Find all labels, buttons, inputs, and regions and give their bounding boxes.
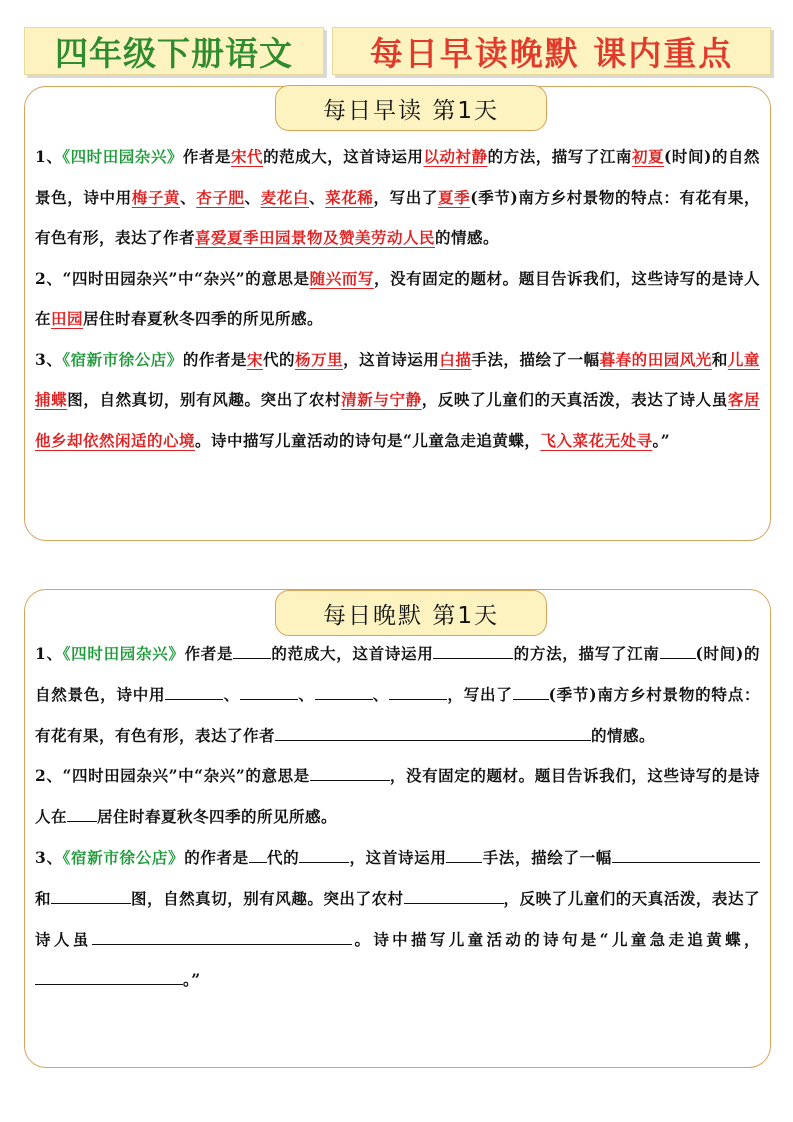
text: (时间)的自然景色，诗中用 bbox=[35, 644, 760, 704]
answer: 白描 bbox=[439, 349, 472, 369]
text: ，这首诗运用 bbox=[343, 349, 440, 369]
fill-blank[interactable] bbox=[660, 642, 696, 659]
fill-blank[interactable] bbox=[35, 968, 183, 985]
item-number: 2、 bbox=[35, 268, 63, 288]
poem-title: 《宿新市徐公店》 bbox=[62, 847, 185, 867]
text: ，写出了 bbox=[373, 187, 438, 207]
text: (时间)的自然景色，诗中用 bbox=[35, 147, 760, 207]
morning-item-1 bbox=[35, 137, 760, 259]
text: “四时田园杂兴”中“杂兴”的意思是 bbox=[62, 268, 310, 288]
text: ，反映了儿童们的天真活泼，表达了诗人虽 bbox=[35, 888, 760, 949]
answer: 梅子黄 bbox=[131, 187, 181, 207]
series-title: 每日早读晚默 课内重点 bbox=[332, 27, 771, 75]
text: ，写出了 bbox=[447, 684, 513, 704]
text: (季节)南方乡村景物的特点：有花有果，有色有形，表达了作者 bbox=[35, 187, 760, 247]
answer: 以动衬静 bbox=[423, 147, 488, 166]
fill-blank[interactable] bbox=[612, 846, 760, 863]
fill-blank[interactable] bbox=[249, 846, 267, 863]
fill-blank[interactable] bbox=[513, 683, 549, 700]
fill-blank[interactable] bbox=[240, 683, 298, 700]
text: 的范成大，这首诗运用 bbox=[263, 147, 424, 166]
answer: 随兴而写 bbox=[309, 268, 374, 288]
text: 的范成大，这首诗运用 bbox=[271, 644, 434, 663]
text: ，反映了儿童们的天真活泼，表达了诗人虽 bbox=[421, 390, 728, 409]
morning-item-2 bbox=[35, 259, 760, 340]
fill-blank[interactable] bbox=[233, 642, 271, 659]
text: 作者是 bbox=[182, 147, 232, 166]
fill-blank[interactable] bbox=[315, 724, 591, 741]
text: 代的 bbox=[266, 847, 300, 867]
text: 的情感。 bbox=[591, 725, 656, 745]
fill-blank[interactable] bbox=[67, 805, 97, 822]
separator: 、 bbox=[180, 187, 197, 207]
text: 和 bbox=[35, 888, 52, 908]
fill-blank[interactable] bbox=[92, 928, 352, 945]
answer: 夏季 bbox=[437, 187, 471, 207]
text: 居住时春夏秋冬四季的所见所感。 bbox=[83, 309, 324, 328]
answer: 暮春的田园风光 bbox=[599, 349, 712, 369]
evening-item-2 bbox=[35, 756, 760, 838]
text: 代的 bbox=[262, 349, 296, 369]
morning-item-3 bbox=[35, 340, 760, 462]
fill-blank[interactable] bbox=[433, 642, 513, 659]
poem-title: 《宿新市徐公店》 bbox=[62, 349, 183, 369]
text: 图，自然真切，别有风趣。突出了农村 bbox=[131, 888, 404, 908]
text: 。诗中描写儿童活动的诗句是“儿童急走追黄蝶， bbox=[351, 929, 760, 949]
answer: 田园 bbox=[51, 309, 84, 328]
answer: 喜爱夏季田园景物及赞美劳动人民 bbox=[195, 228, 436, 247]
text: “四时田园杂兴”中“杂兴”的意思是 bbox=[62, 766, 310, 786]
text: 和 bbox=[711, 349, 728, 369]
separator: 、 bbox=[309, 187, 326, 207]
text: 居住时春夏秋冬四季的所见所感。 bbox=[97, 807, 338, 827]
fill-blank[interactable] bbox=[404, 887, 484, 904]
poem-title: 《四时田园杂兴》 bbox=[62, 644, 185, 663]
fill-blank[interactable] bbox=[389, 683, 447, 700]
text: 。诗中描写儿童活动的诗句是“儿童急走追黄蝶， bbox=[195, 430, 541, 450]
text: ，这首诗运用 bbox=[349, 847, 447, 867]
answer: 初夏 bbox=[631, 147, 665, 166]
answer: 清新与宁静 bbox=[341, 390, 422, 409]
text: 的方法，描写了江南 bbox=[513, 644, 660, 663]
text: ，没有固定的题材。题目告诉我们，这些诗写的是诗人在 bbox=[35, 766, 760, 827]
text: 图，自然真切，别有风趣。突出了农村 bbox=[67, 390, 342, 409]
item-number: 3、 bbox=[35, 847, 63, 867]
fill-blank[interactable] bbox=[51, 887, 131, 904]
evening-dictation-body bbox=[35, 634, 760, 1001]
evening-item-1 bbox=[35, 634, 760, 756]
evening-dictation-tab: 每日晚默 第1天 bbox=[275, 590, 547, 636]
evening-dictation-panel bbox=[24, 589, 771, 1068]
page-header bbox=[24, 27, 769, 73]
fill-blank[interactable] bbox=[315, 683, 373, 700]
answer: 客居他乡却依然闲适的心境 bbox=[35, 390, 760, 450]
grade-title: 四年级下册语文 bbox=[24, 27, 324, 75]
text: 。” bbox=[652, 430, 671, 450]
answer: 儿童捕蝶 bbox=[35, 349, 760, 409]
separator: 、 bbox=[223, 684, 240, 704]
item-number: 2、 bbox=[35, 766, 63, 786]
separator: 、 bbox=[297, 684, 315, 704]
separator: 、 bbox=[372, 684, 390, 704]
answer: 麦花白 bbox=[260, 187, 310, 207]
fill-blank[interactable] bbox=[299, 846, 349, 863]
answer: 宋 bbox=[246, 349, 263, 369]
fill-blank[interactable] bbox=[165, 683, 223, 700]
answer: 菜花稀 bbox=[325, 187, 374, 207]
answer: 杏子肥 bbox=[196, 187, 245, 207]
text: ，没有固定的题材。题目告诉我们，这些诗写的是诗人在 bbox=[35, 268, 760, 328]
poem-title: 《四时田园杂兴》 bbox=[62, 147, 183, 166]
text: 的作者是 bbox=[184, 847, 249, 867]
answer: 宋代 bbox=[231, 147, 264, 166]
fill-blank[interactable] bbox=[310, 764, 390, 781]
answer: 飞入菜花无处寻 bbox=[540, 430, 653, 450]
morning-reading-tab: 每日早读 第1天 bbox=[275, 85, 547, 131]
separator: 、 bbox=[244, 187, 261, 207]
text: 的情感。 bbox=[435, 228, 500, 247]
evening-item-3 bbox=[35, 838, 760, 1001]
text: 。” bbox=[183, 970, 201, 990]
morning-reading-body bbox=[35, 137, 760, 461]
morning-reading-panel bbox=[24, 86, 771, 541]
fill-blank[interactable] bbox=[446, 846, 482, 863]
fill-blank[interactable] bbox=[275, 724, 315, 741]
text: 的作者是 bbox=[182, 349, 247, 369]
item-number: 1、 bbox=[35, 147, 63, 166]
item-number: 3、 bbox=[35, 349, 63, 369]
text: 手法，描绘了一幅 bbox=[482, 847, 612, 867]
text: 作者是 bbox=[184, 644, 234, 663]
item-number: 1、 bbox=[35, 644, 63, 663]
text: (季节)南方乡村景物的特点：有花有果，有色有形，表达了作者 bbox=[35, 684, 760, 745]
fill-blank[interactable] bbox=[484, 887, 504, 904]
text: 手法，描绘了一幅 bbox=[471, 349, 600, 369]
text: 的方法，描写了江南 bbox=[487, 147, 632, 166]
answer: 杨万里 bbox=[295, 349, 344, 369]
